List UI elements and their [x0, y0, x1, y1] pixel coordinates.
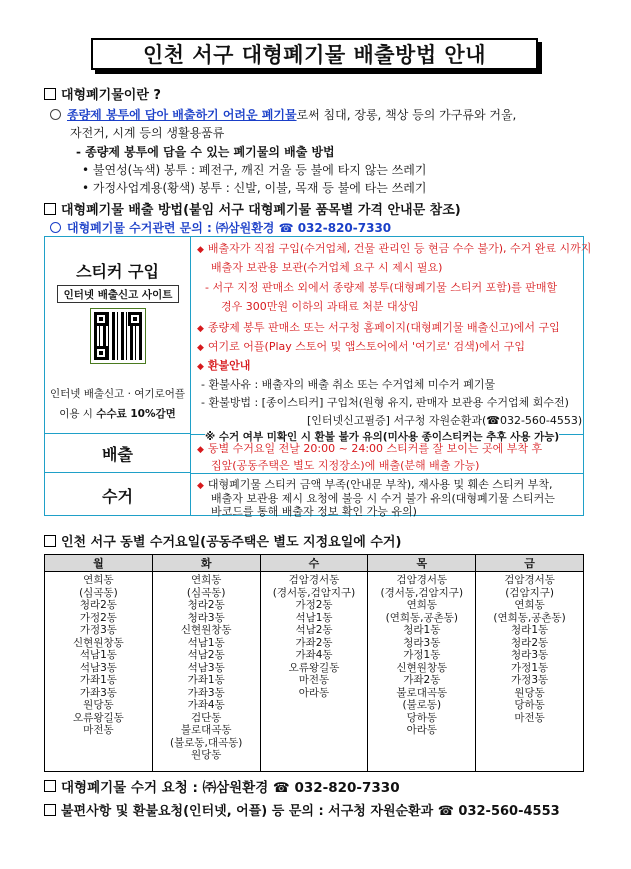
checkbox-square-icon	[44, 780, 56, 792]
schedule-dong-item: 신현원창동	[73, 636, 124, 649]
schedule-dong-item: 가정2동	[79, 611, 117, 624]
schedule-dong-item: 가좌1동	[187, 674, 225, 686]
schedule-dong-item: 검암경서동	[504, 574, 555, 586]
schedule-dong-item: 가좌2동	[403, 674, 441, 686]
schedule-dong-item: (검암지구)	[505, 586, 554, 599]
schedule-dong-item: 검단동	[190, 711, 222, 724]
schedule-dong-item: 청라1동	[403, 624, 441, 636]
detail-row: 경우 300만원 이하의 과태료 처분 대상임	[221, 300, 419, 313]
checkbox-square-icon	[44, 535, 56, 547]
schedule-dong-item: 검암경서동	[396, 574, 448, 586]
schedule-dong-item: 원당동	[83, 699, 114, 711]
collect-row: ◆ 대형폐기물 스티커 금액 부족(안내문 부착), 재사용 및 훼손 스티커 부착,	[197, 478, 553, 491]
schedule-dong-item: 청라2동	[187, 599, 225, 611]
schedule-dong-item: 청라2동	[79, 599, 117, 611]
detail-row: - 서구 지정 판매소 외에서 종량제 봉투(대형폐기물 스티커 포함)를 판매할	[205, 281, 558, 294]
schedule-table	[44, 554, 584, 772]
collect-row: 배출자 보관용 제시 요청에 불응 시 수거 불가 유의(대형폐기물 스티커는	[211, 492, 555, 505]
schedule-dong-item: 청라1동	[511, 624, 549, 636]
schedule-dong-item: (불로동,대곡동)	[170, 736, 243, 749]
schedule-dong-item: 가좌4동	[295, 649, 333, 661]
schedule-column-thu	[368, 572, 476, 772]
schedule-dong-item: 청라2동	[511, 636, 549, 649]
circle-bullet-icon	[50, 109, 61, 120]
schedule-dong-item: (불로동)	[402, 699, 442, 711]
schedule-column-tue	[152, 572, 260, 772]
schedule-dong-item: 가좌2동	[295, 636, 333, 649]
site-label: 인터넷 배출신고 사이트	[57, 285, 179, 303]
detail-row: [인터넷신고필증] 서구청 자원순환과(☎032-560-4553)	[307, 414, 583, 427]
discount-line-1: 인터넷 배출신고 · 여기로어플	[49, 388, 186, 400]
page-title: 인천 서구 대형폐기물 배출방법 안내	[142, 43, 487, 67]
schedule-dong-item: 오류왕길동	[288, 661, 340, 674]
schedule-column-mon	[45, 572, 153, 772]
detail-row: - 환불방법 : [종이스티커] 구입처(원형 유지, 판매자 보관용 수거업체 회수전)	[201, 396, 569, 409]
section-schedule-heading: 인천 서구 동별 수거요일(공동주택은 별도 지정요일에 수거)	[44, 531, 401, 550]
discharge-label: 배출	[45, 434, 190, 473]
sticker-title: 스티커 구입	[76, 262, 159, 281]
method-table	[44, 236, 592, 518]
schedule-dong-item: (심곡동)	[186, 586, 226, 599]
schedule-dong-item: 신현원창동	[180, 624, 232, 636]
schedule-dong-item: 원당동	[514, 686, 545, 699]
schedule-dong-item: (심곡동)	[79, 586, 118, 599]
schedule-dong-item: 석남1동	[187, 636, 225, 649]
detail-row: 배출자 보관용 보관(수거업체 요구 시 제시 필요)	[211, 261, 443, 274]
page-title-box	[91, 38, 538, 70]
schedule-dong-item: 마전동	[83, 724, 114, 736]
schedule-dong-item: 석남3동	[187, 661, 225, 674]
schedule-dong-item: 마전동	[298, 674, 330, 686]
schedule-dong-item: 가정3동	[79, 624, 117, 636]
definition-line-1: 종량제 봉투에 담아 배출하기 어려운 폐기물로써 침대, 장롱, 책상 등의 가구류와 거울,	[50, 106, 516, 123]
schedule-dong-item: 검암경서동	[288, 574, 340, 586]
footer-request-line: 대형폐기물 수거 요청 : ㈜삼원환경 ☎ 032-820-7330	[44, 776, 400, 796]
circle-bullet-icon	[50, 222, 61, 233]
schedule-dong-item: 청라3동	[403, 636, 441, 649]
schedule-column-wed	[260, 572, 368, 772]
detail-row: - 환불사유 : 배출자의 배출 취소 또는 수거업체 미수거 폐기물	[201, 378, 496, 391]
day-header: 수	[260, 555, 368, 572]
schedule-dong-item: 연희동	[514, 599, 545, 611]
schedule-dong-item: 오류왕길동	[73, 711, 124, 724]
schedule-column-fri	[476, 572, 584, 772]
schedule-dong-item: 청라3동	[511, 649, 549, 661]
day-header: 목	[368, 555, 476, 572]
method-table-labels	[45, 237, 191, 515]
bag-bullet-yellow: • 가정사업계용(황색) 봉투 : 신발, 이불, 목재 등 불에 타는 쓰레기	[82, 181, 427, 195]
schedule-dong-item: 불로대곡동	[396, 686, 448, 699]
schedule-dong-item: 연희동	[190, 574, 222, 586]
schedule-dong-item: 신현원창동	[396, 661, 448, 674]
footer-inquiry-line: 불편사항 및 환불요청(인터넷, 어플) 등 문의 : 서구청 자원순환과 ☎ 032-560-4553	[44, 800, 560, 819]
day-header: 금	[476, 555, 584, 572]
discharge-row: 집앞(공동주택은 별도 지정장소)에 배출(분해 배출 가능)	[211, 459, 480, 472]
checkbox-square-icon	[44, 804, 56, 816]
detail-row: ◆ 환불안내	[197, 359, 251, 372]
sticker-cell	[45, 237, 190, 434]
schedule-dong-item: 불로대곡동	[180, 724, 232, 736]
schedule-dong-item: 원당동	[190, 749, 222, 761]
schedule-dong-item: 가좌3동	[79, 686, 117, 699]
schedule-dong-item: 가좌1동	[79, 674, 117, 686]
schedule-dong-item: 연희동	[83, 574, 114, 586]
detail-row: ◆ 배출자가 직접 구입(수거업체, 건물 관리인 등 현금 수수 불가), 수거 완료 시까지	[197, 242, 592, 255]
detail-row: ※ 수거 여부 미확인 시 환불 불가 유의(미사용 종이스티커는 추후 사용 가능)	[205, 431, 560, 443]
schedule-dong-item: 가정1동	[511, 661, 549, 674]
discount-line-2: 이용 시 수수료 10%감면	[59, 408, 176, 420]
schedule-dong-item: 석남1동	[79, 649, 117, 661]
detail-row: ◆ 여기로 어플(Play 스토어 및 앱스토어에서 '여기로' 검색)에서 구입	[197, 340, 525, 353]
schedule-dong-item: 마전동	[514, 711, 545, 724]
schedule-dong-item: (연희동,공촌동)	[493, 611, 566, 624]
contact-line: 대형폐기물 수거관련 문의 : ㈜삼원환경 ☎ 032-820-7330	[50, 219, 391, 236]
schedule-dong-item: 아라동	[406, 724, 437, 736]
bag-bullet-green: • 불연성(녹색) 봉투 : 폐전구, 깨진 거울 등 불에 타지 않는 쓰레기	[82, 163, 427, 177]
schedule-dong-item: (연희동,공촌동)	[385, 611, 458, 624]
checkbox-square-icon	[44, 203, 56, 215]
schedule-dong-item: 연희동	[406, 599, 437, 611]
schedule-dong-item: (경서동,검암지구)	[380, 586, 464, 599]
schedule-dong-item: 아라동	[298, 686, 330, 699]
schedule-dong-item: 가좌3동	[187, 686, 225, 699]
schedule-dong-item: 가정3동	[511, 674, 549, 686]
schedule-dong-item: (경서동,검암지구)	[272, 586, 356, 599]
section-method-heading: 대형폐기물 배출 방법(붙임 서구 대형폐기물 품목별 가격 안내문 참조)	[44, 199, 461, 218]
method-table-details	[191, 237, 592, 518]
schedule-dong-item: 석남2동	[295, 624, 333, 636]
day-header: 화	[152, 555, 260, 572]
bag-method-heading: - 종량제 봉투에 담을 수 있는 폐기물의 배출 방법	[76, 145, 335, 159]
detail-row: ◆ 종량제 봉투 판매소 또는 서구청 홈페이지(대형폐기물 배출신고)에서 구입	[197, 321, 560, 334]
schedule-dong-item: 청라3동	[187, 611, 225, 624]
discharge-row: ◆ 동별 수거요일 전날 20:00 ~ 24:00 스티커를 잘 보이는 곳에 부착 후	[197, 442, 543, 455]
section-definition-heading: 대형폐기물이란 ?	[44, 84, 161, 103]
checkbox-square-icon	[44, 88, 56, 100]
collect-label: 수거	[102, 486, 133, 506]
schedule-dong-item: 가정1동	[403, 649, 441, 661]
day-header: 월	[45, 555, 153, 572]
schedule-dong-item: 당하동	[406, 711, 437, 724]
schedule-dong-item: 석남1동	[295, 611, 333, 624]
definition-line-2: 자전거, 시계 등의 생활용품류	[70, 126, 225, 140]
schedule-dong-item: 석남3동	[79, 661, 117, 674]
schedule-dong-item: 당하동	[514, 699, 545, 711]
collect-row: 바코드를 통해 배출자 정보 확인 가능 유의)	[211, 505, 417, 518]
schedule-dong-item: 석남2동	[187, 649, 225, 661]
schedule-dong-item: 가정2동	[295, 599, 333, 611]
qr-code-icon[interactable]	[90, 308, 146, 364]
schedule-dong-item: 가좌4동	[187, 699, 225, 711]
